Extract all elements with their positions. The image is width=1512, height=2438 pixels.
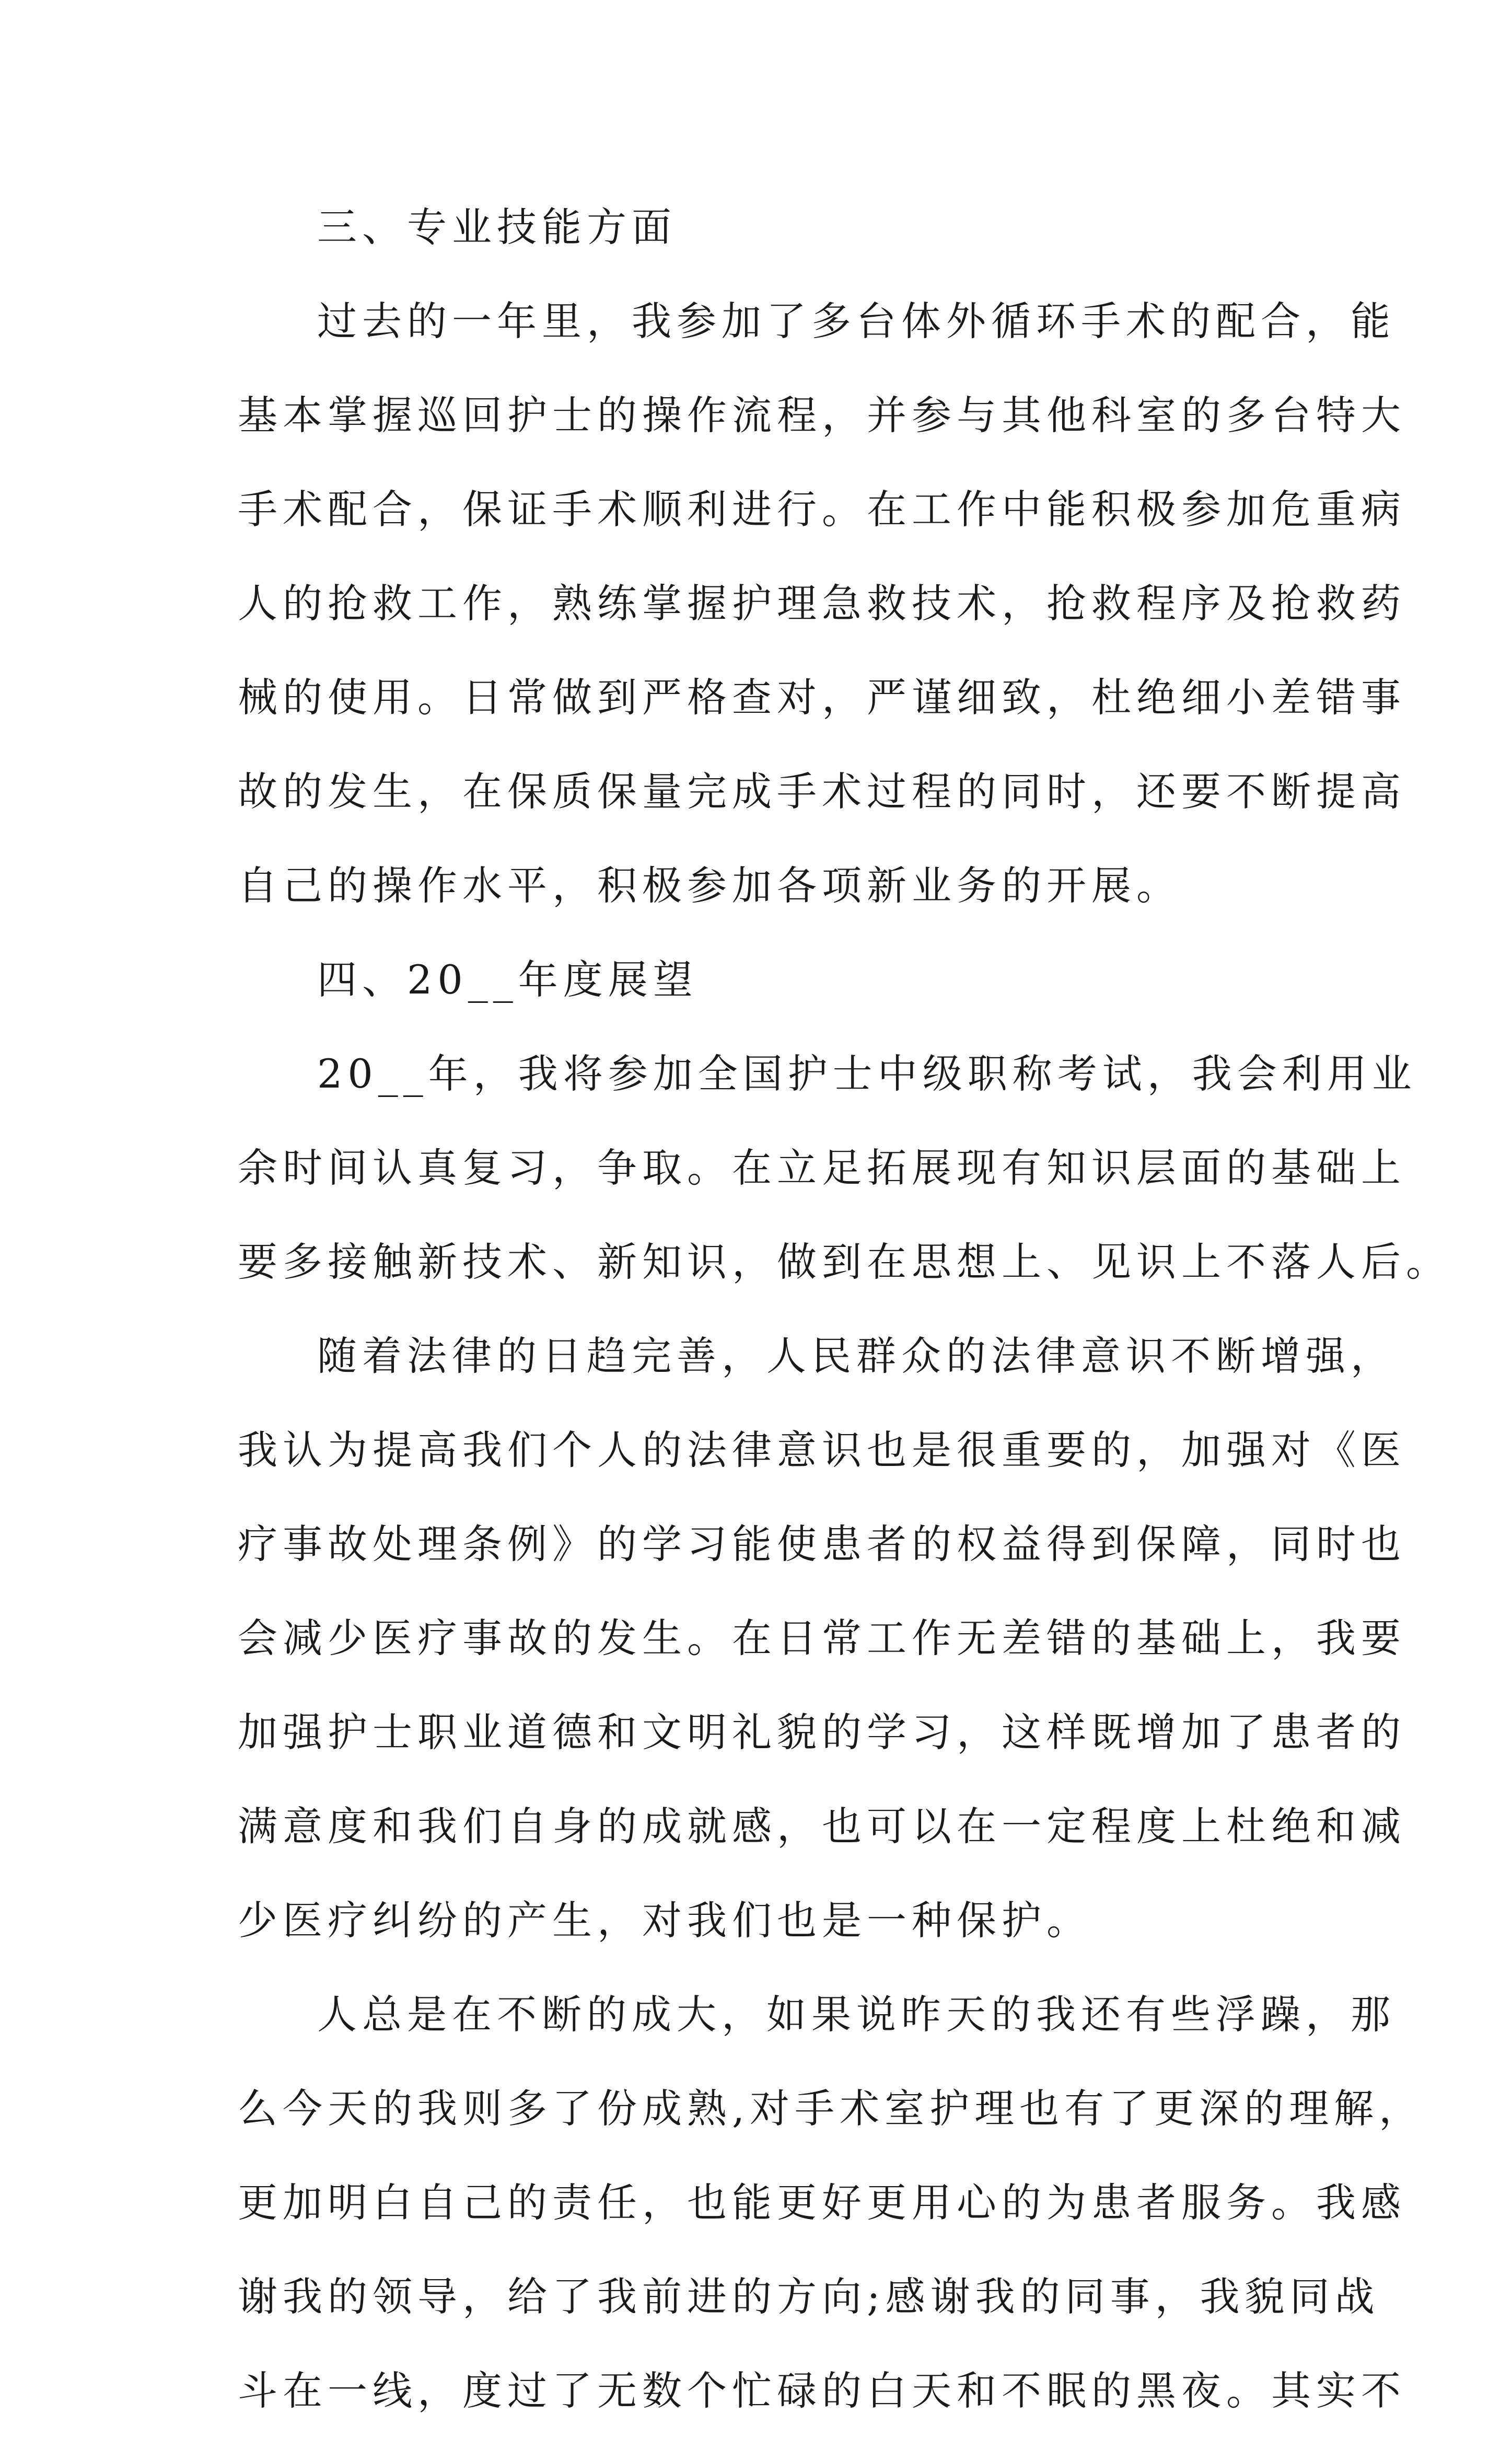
text-line: 我认为提高我们个人的法律意识也是很重要的，加强对《医 [238, 1427, 1406, 1473]
text-line: 随着法律的日趋完善，人民群众的法律意识不断增强， [317, 1333, 1395, 1379]
document-body [238, 180, 1451, 2438]
text-line: 余时间认真复习，争取。在立足拓展现有知识层面的基础上 [238, 1145, 1406, 1191]
text-line: 基本掌握巡回护士的操作流程，并参与其他科室的多台特大 [238, 392, 1406, 438]
text-line: 过去的一年里，我参加了多台体外循环手术的配合，能 [317, 298, 1395, 344]
text-line: 谢我的领导，给了我前进的方向;感谢我的同事，我貌同战 [238, 2273, 1380, 2320]
text-line: 手术配合，保证手术顺利进行。在工作中能积极参加危重病 [238, 486, 1406, 533]
text-line: 四、20__年度展望 [317, 956, 698, 1003]
text-line: 少医疗纠纷的产生，对我们也是一种保护。 [238, 1897, 1091, 1944]
text-line: 更加明白自己的责任，也能更好更用心的为患者服务。我感 [238, 2179, 1406, 2226]
text-line: 故的发生，在保质保量完成手术过程的同时，还要不断提高 [238, 768, 1406, 815]
text-line: 人的抢救工作，熟练掌握护理急救技术，抢救程序及抢救药 [238, 580, 1406, 627]
text-line: 疗事故处理条例》的学习能使患者的权益得到保障，同时也 [238, 1521, 1406, 1567]
text-line: 自己的操作水平，积极参加各项新业务的开展。 [238, 862, 1181, 909]
text-line: 斗在一线，度过了无数个忙碌的白天和不眠的黑夜。其实不 [238, 2367, 1406, 2414]
text-line: 人总是在不断的成大，如果说昨天的我还有些浮躁，那 [317, 1991, 1395, 2038]
text-line: 满意度和我们自身的成就感，也可以在一定程度上杜绝和减 [238, 1803, 1406, 1850]
text-line: 么今天的我则多了份成熟,对手术室护理也有了更深的理解， [238, 2085, 1424, 2132]
text-line: 20__年，我将参加全国护士中级职称考试，我会利用业 [317, 1050, 1417, 1097]
text-line: 要多接触新技术、新知识，做到在思想上、见识上不落人后。 [238, 1239, 1451, 1285]
text-line: 会减少医疗事故的发生。在日常工作无差错的基础上，我要 [238, 1615, 1406, 1661]
text-line: 加强护士职业道德和文明礼貌的学习，这样既增加了患者的 [238, 1709, 1406, 1755]
text-line: 械的使用。日常做到严格查对，严谨细致，杜绝细小差错事 [238, 674, 1406, 721]
text-line: 三、专业技能方面 [317, 204, 677, 250]
